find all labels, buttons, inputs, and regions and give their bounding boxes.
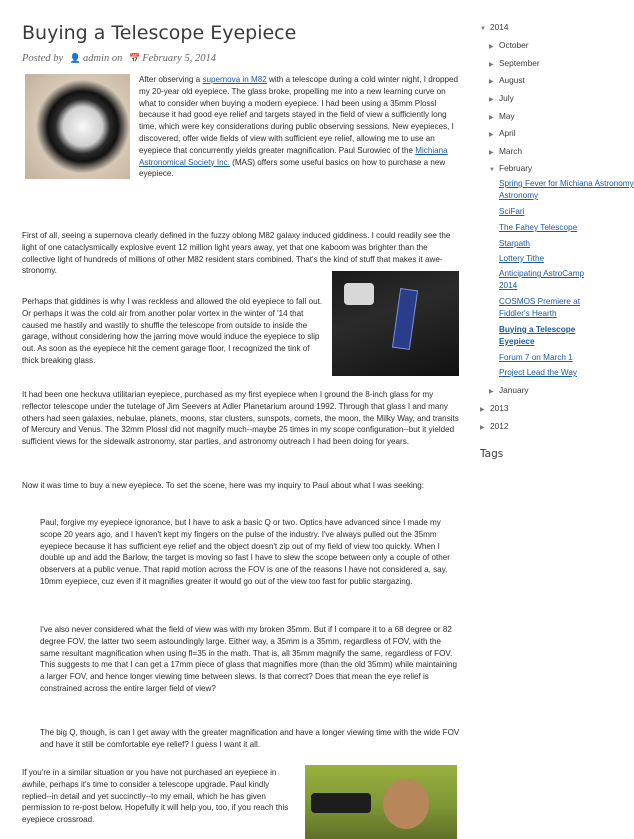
eyepiece-shape xyxy=(311,793,371,813)
post-link-item[interactable] xyxy=(499,238,530,250)
telescope-tube-shape xyxy=(392,288,418,350)
post-link[interactable]: COSMOS Premiere at xyxy=(499,297,580,306)
text-span: with a telescope during a cold winter night, I dropped my 20-year old eyepiece. The glass broke, propelling me into a new learning curve on what to consider when buying a modern eyepiece. I had been using a 35mm Plossl because it had good eye relief and targets stayed in the field of view a sufficiently long time, which were key considerations during public observing sessions. New eyepieces, I discovered, offer wide fields of view with sufficient eye relief, allowing me to use an eyepiece that concurrently yields greater magnification. Paul Surowiec of the xyxy=(139,75,459,155)
supernova-link[interactable]: supernova in M82 xyxy=(202,75,267,84)
post-main xyxy=(22,0,460,825)
archive-month-february[interactable] xyxy=(489,163,532,173)
post-link-continuation[interactable]: Fiddler's Hearth xyxy=(499,309,557,318)
current-post-link[interactable]: Buying a Telescope xyxy=(499,325,576,334)
year-label: 2012 xyxy=(490,421,509,431)
paragraph-history: It had been one heckuva utilitarian eyepiece, purchased as my first eyepiece when I ground the 8-inch glass for my reflector telescope under the tutelage of Jim Seevers at Adler Planetarium around 1992. Through that glass I and many others had seen galaxies, nebulae, planets, moons, star clusters, sunspots, comets, the moon, the Milky Way, and transits of Mercury and Venus. The 32mm Plossl did not magnify much--maybe 25 times in my scope configuration--but it yielded sufficient views for the sidewalk astronomy, star parties, and astronomy outreach I had been doing for years. xyxy=(22,390,459,447)
post-link-item[interactable] xyxy=(499,280,517,292)
archive-month-october[interactable] xyxy=(489,40,529,50)
quote-paragraph-2: I've also never considered what the field of view was with my broken 35mm. But if I compare it to a 68 degree or 82 degree FOV, the latter two seem astoundingly large. Either way, a 35mm is a 35mm, regardless of FOV, with the same resultant magnification when using fl=35 in the math. That is, all 35mm magnify the same, regardless of FOV. This suggests to me that I can get a 17mm piece of glass that magnifies more (than the old 35mm) while maintaining a larger FOV, and hence longer viewing time between slews. Is that correct? Does that mean the eye relief is constrained across the entire larger field of view? xyxy=(40,625,458,693)
collapsed-arrow-icon: ▶ xyxy=(489,389,494,395)
paragraph-inquiry: Now it was time to buy a new eyepiece. To set the scene, here was my inquiry to Paul about what I was seeking: xyxy=(22,481,425,490)
archive-month-july[interactable] xyxy=(489,93,514,103)
post-link-item[interactable] xyxy=(499,296,580,308)
year-label: 2013 xyxy=(490,403,509,413)
quote-paragraph-1: Paul, forgive my eyepiece ignorance, but I have to ask a basic Q or two. Optics have advanced since I made my scope 20 years ago, and I haven't kept my fingers on the pulse of the industry. I've always pulled out the 35mm eyepiece because it has sufficient eye relief and the object doesn't zip out of my field of view too quickly. When I double up and add the Barlow, the target is moving so fast I have to slew the scope between only a couple of other observers at a public venue. That rapid motion across the FOV is one of the reasons I have not considered a, say, 10mm eyepiece, cuz even if it magnifies greater it would go out of the view too fast for public stargazing. xyxy=(40,518,450,586)
month-label: July xyxy=(499,93,514,103)
post-title: Buying a Telescope Eyepiece xyxy=(22,22,297,44)
post-link[interactable]: Lottery Tithe xyxy=(499,254,545,263)
collapsed-arrow-icon: ▶ xyxy=(489,62,494,68)
collapsed-arrow-icon: ▶ xyxy=(489,115,494,121)
posted-by-label: Posted by xyxy=(22,53,64,64)
archive-month-april[interactable] xyxy=(489,128,516,138)
expanded-arrow-icon: ▼ xyxy=(489,167,495,173)
collapsed-arrow-icon: ▶ xyxy=(480,425,485,431)
collapsed-arrow-icon: ▶ xyxy=(489,97,494,103)
tags-heading: Tags xyxy=(480,448,504,460)
archive-month-may[interactable] xyxy=(489,111,515,121)
month-label: September xyxy=(499,58,540,68)
post-link-item[interactable] xyxy=(499,352,573,364)
post-date: February 5, 2014 xyxy=(142,53,216,64)
post-link-item[interactable] xyxy=(499,206,524,218)
garage-light-shape xyxy=(344,283,374,305)
intro-paragraph xyxy=(139,74,460,180)
post-link-item-current[interactable] xyxy=(499,324,575,336)
post-link[interactable]: Forum 7 on March 1 xyxy=(499,353,573,362)
paragraph-upgrade: If you're in a similar situation or you have not purchased an eyepiece in awhile, perhaps it's time to consider a telescope upgrade. Paul kindly replied--in detail and yet succinctly--to my email, which he has given permission to re-post below. Hopefully it will help you, too, if you reach this eyepiece crossroad. xyxy=(22,768,289,825)
post-link-item[interactable] xyxy=(499,222,577,234)
collapsed-arrow-icon: ▶ xyxy=(480,407,485,413)
archive-month-january[interactable] xyxy=(489,385,529,395)
person-face-shape xyxy=(383,779,429,829)
post-link-item[interactable] xyxy=(499,367,577,379)
paragraph-giddiness: Perhaps that giddines is why I was reckless and allowed the old eyepiece to fall out. Or perhaps it was the cold air from another polar vortex in the winter of '14 that caused me hastily and wastily to shuffle the telescope from outside to inside the garage, without considering how the jarring move would induce the eyepiece to slip out. As soon as the eyepiece hit the cement garage floor, I recognized the tink of thick breaking glass. xyxy=(22,297,323,365)
post-link[interactable]: The Fahey Telescope xyxy=(499,223,578,232)
telescope-garage-image xyxy=(332,271,459,376)
month-label: January xyxy=(499,385,529,395)
post-link-item[interactable] xyxy=(499,190,538,202)
collapsed-arrow-icon: ▶ xyxy=(489,150,494,156)
month-label: October xyxy=(499,40,529,50)
month-label: February xyxy=(499,163,533,173)
post-link[interactable]: Anticipating AstroCamp xyxy=(499,269,585,278)
post-link-item-current[interactable] xyxy=(499,336,535,348)
archive-year-2014[interactable] xyxy=(480,22,508,32)
expanded-arrow-icon: ▼ xyxy=(480,26,486,32)
post-link-item[interactable] xyxy=(499,268,584,280)
post-link[interactable]: SciFari xyxy=(499,207,525,216)
michiana-society-link[interactable]: Michiana Astronomical Society Inc. xyxy=(139,145,448,167)
text-span: (MAS) offers some useful basics on how to purchase a new eyepiece. xyxy=(139,157,446,179)
current-post-link-continuation[interactable]: Eyepiece xyxy=(499,337,535,346)
post-meta xyxy=(22,53,460,64)
month-label: August xyxy=(499,75,525,85)
calendar-icon: 📅 xyxy=(128,53,141,63)
collapsed-arrow-icon: ▶ xyxy=(489,79,494,85)
on-label: on xyxy=(111,53,123,64)
paragraph-supernova: First of all, seeing a supernova clearly defined in the fuzzy oblong M82 galaxy induced giddiness. I could readily see the light of one cataclysmically explosive event 12 million light years away, yet that one kaboom was brighter than the collective light of hundreds of millions of other M82 resident stars combined. That's the kind of stuff that makes it awe-stronomy. xyxy=(22,231,451,276)
person-icon: 👤 xyxy=(69,53,81,63)
post-link[interactable]: Project Lead the Way xyxy=(499,368,577,377)
post-link-continuation[interactable]: Astronomy xyxy=(499,191,539,200)
year-label: 2014 xyxy=(490,22,509,32)
collapsed-arrow-icon: ▶ xyxy=(489,132,494,138)
archive-month-march[interactable] xyxy=(489,146,522,156)
quote-paragraph-3: The big Q, though, is can I get away with the greater magnification and have a longer viewing time with the wide FOV and have it still be comfortable eye relief? I guess I want it all. xyxy=(40,728,460,749)
post-link-item[interactable] xyxy=(499,178,634,190)
collapsed-arrow-icon: ▶ xyxy=(489,44,494,50)
month-label: April xyxy=(499,128,516,138)
broken-eyepiece-image xyxy=(25,74,130,179)
post-link-item[interactable] xyxy=(499,253,544,265)
archive-year-2012[interactable] xyxy=(480,421,508,431)
post-link-continuation[interactable]: 2014 xyxy=(499,281,518,290)
text-span: After observing a xyxy=(139,75,203,84)
post-link[interactable]: Spring Fever for Michiana Astronomy xyxy=(499,179,634,188)
archive-month-september[interactable] xyxy=(489,58,540,68)
archive-year-2013[interactable] xyxy=(480,403,508,413)
post-link-item[interactable] xyxy=(499,308,557,320)
author-link[interactable]: admin xyxy=(82,53,110,64)
archive-month-august[interactable] xyxy=(489,75,525,85)
month-label: March xyxy=(499,146,523,156)
paul-telescope-image xyxy=(305,765,457,839)
post-link[interactable]: Starpath xyxy=(499,239,530,248)
month-label: May xyxy=(499,111,515,121)
